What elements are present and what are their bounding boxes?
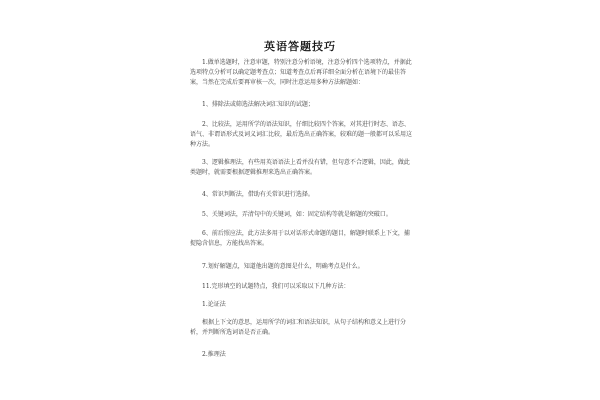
paragraph-point-7: 7.划好解题点，知道他出题的意图是什么，明确考点是什么。 <box>202 263 364 270</box>
paragraph-cloze-intro: 11.完形填空的试题特点，我们可以采取以下几种方法： <box>202 283 350 290</box>
paragraph-method-2: 2、比较法，运用所学的语法知识，仔细比较四个答案，对其进行时态、语态、语气、非谓语形式及词义词汇比较，最后选出正确答案，较难的题一般都可以采用这种方法。 <box>190 121 413 148</box>
paragraph-cloze-method-2: 2.推理法 <box>202 351 226 358</box>
paragraph-method-6: 6、前后照应法，此方法多用于以对话形式命题的题目，解题时联系上下文，捕捉隐含信息，方能找出答案。 <box>190 230 410 247</box>
paragraph-method-1: 1、排除法或筛选法解决词汇知识的试题； <box>202 101 314 108</box>
paragraph-method-3: 3、逻辑推理法，有些用英语语法上看并没有错，但句意不合逻辑，因此，做此类题时，就需要根据逻辑推理来选出正确答案。 <box>190 159 410 176</box>
paragraph-cloze-method-1-detail: 根据上下文的意思，运用所学的词汇和语法知识，从句子结构和意义上进行分析，并判断所选词语是否正确。 <box>190 319 407 336</box>
paragraph-cloze-method-1: 1.论证法 <box>202 301 226 308</box>
document-title: 英语答题技巧 <box>264 40 336 53</box>
paragraph-method-4: 4、常识判断法，借助有关常识进行选择。 <box>202 191 314 198</box>
paragraph-intro: 1.做单选题时，注意审题，特别注意分析语境，注意分析四个选项特点，并据此选项特点分析可以确定题考查点；知道考查点后再详细全面分析在语境下的最佳答案，当然在完成后要再审核一次，同时注意运用多种方法解题如： <box>190 59 412 86</box>
paragraph-method-5: 5、关键词法，弄清句中的关键词，如：固定结构等就是解题的突破口。 <box>202 211 392 218</box>
